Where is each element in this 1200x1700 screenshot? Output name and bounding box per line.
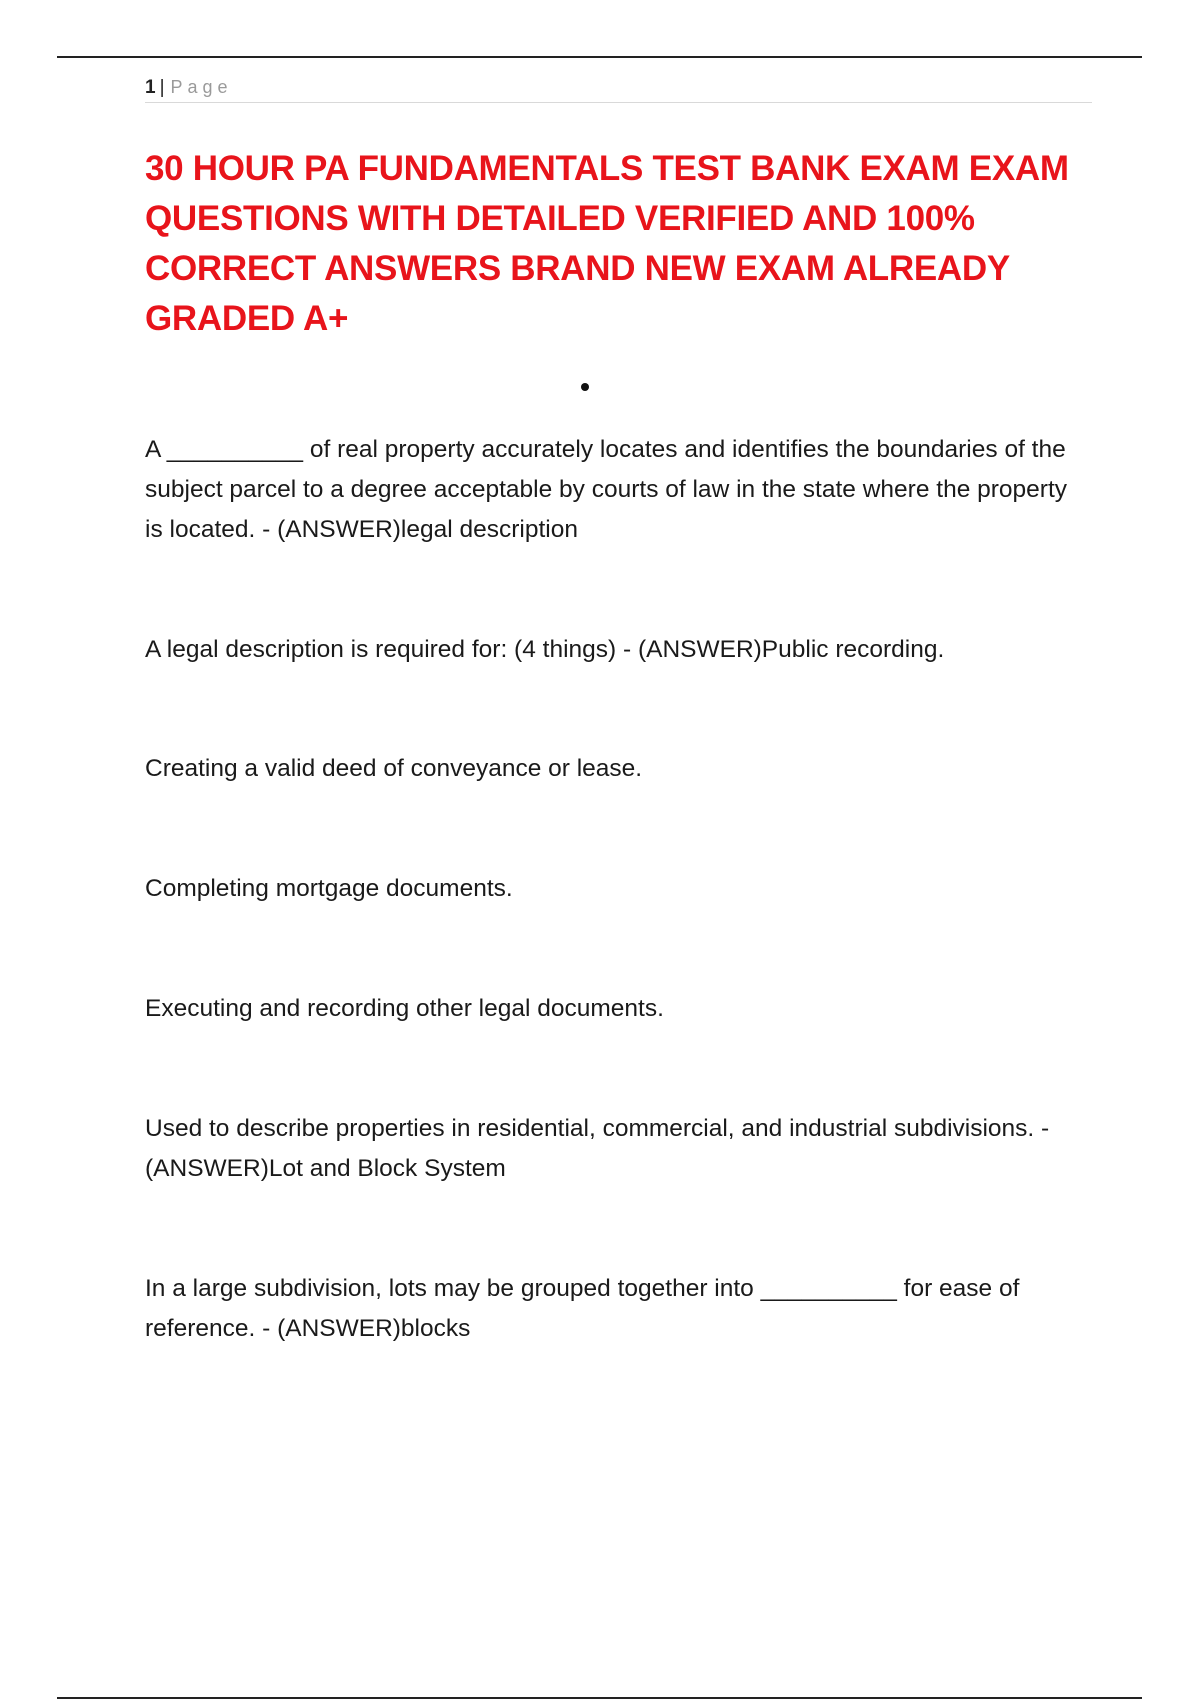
paragraph-mortgage-documents: Completing mortgage documents. [145,875,513,902]
document-title: 30 HOUR PA FUNDAMENTALS TEST BANK EXAM EXAM QUESTIONS WITH DETAILED VERIFIED AND 100% CORRECT ANSWERS BRAND NEW EXAM ALREADY GRADED A+ [145,149,1069,338]
page-label: Page [170,77,233,97]
page-bottom-rule [57,1697,1142,1699]
paragraph-valid-deed: Creating a valid deed of conveyance or lease. [145,755,643,782]
bullet-icon [581,383,589,391]
paragraph-legal-description: A __________ of real property accurately locates and identifies the boundaries of the subject parcel to a degree acceptable by courts of law in the state where the property is located. - (ANSWER)legal description [145,436,1068,543]
paragraph-other-legal-documents: Executing and recording other legal documents. [145,995,664,1022]
title-block [145,144,1090,344]
paragraph-blocks: In a large subdivision, lots may be grouped together into __________ for ease of reference. - (ANSWER)blocks [145,1275,1020,1342]
page-header [145,74,1092,103]
page-separator: | [159,77,165,98]
paragraph-legal-description-required: A legal description is required for: (4 things) - (ANSWER)Public recording. [145,636,945,663]
paragraph-lot-and-block: Used to describe properties in residential, commercial, and industrial subdivisions. - (ANSWER)Lot and Block System [145,1115,1050,1182]
page-top-rule [57,56,1142,58]
page-number: 1 [145,77,156,98]
